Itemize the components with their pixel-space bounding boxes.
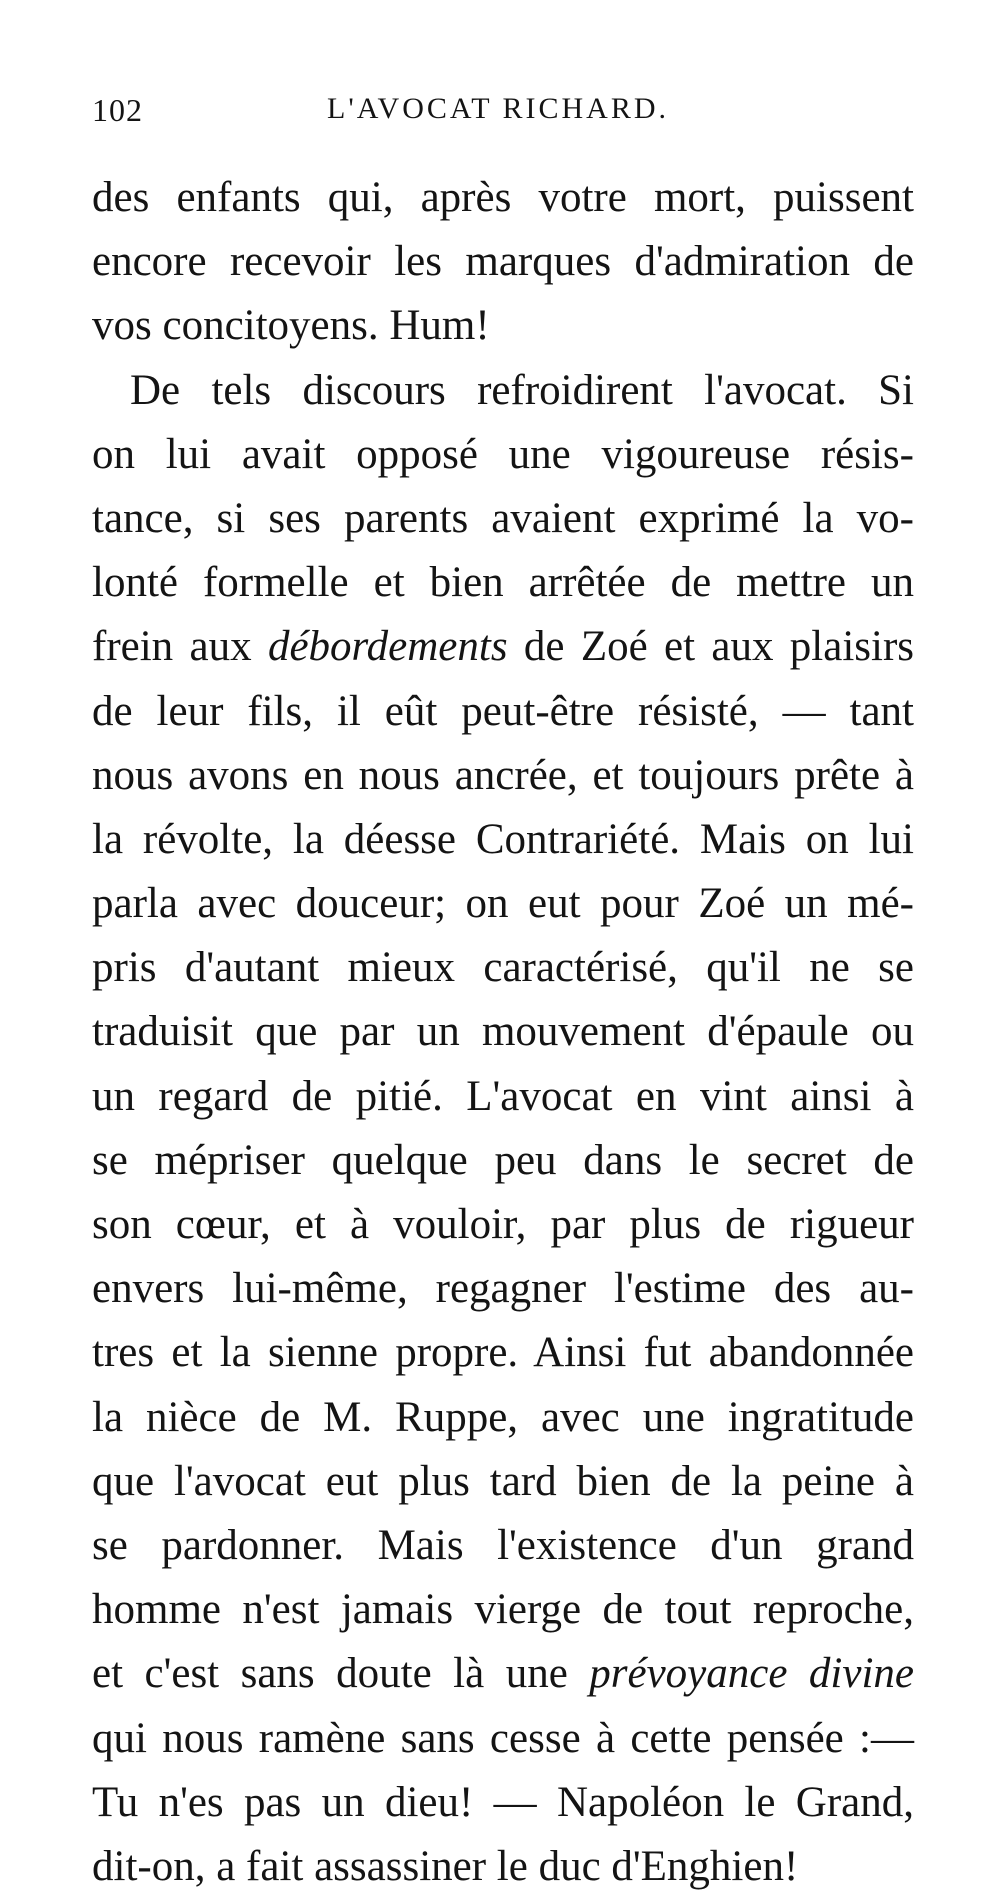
text-line: son cœur, et à vouloir, par plus de rigueur xyxy=(92,1201,914,1248)
text-line: de leur fils, il eût peut-être résisté, — tant xyxy=(92,687,914,735)
text-segment: frein aux xyxy=(92,623,252,671)
text-line: dit-on, a fait assassiner le duc d'Enghien! xyxy=(92,1842,799,1890)
text-line: parla avec douceur; on eut pour Zoé un mé- xyxy=(92,880,914,928)
text-segment: de Zoé et aux plaisirs xyxy=(523,623,915,671)
text-line: lonté formelle et bien arrêtée de mettre un xyxy=(92,559,914,607)
text-line: un regard de pitié. L'avocat en vint ainsi à xyxy=(92,1072,914,1120)
text-line: se pardonner. Mais l'existence d'un grand xyxy=(92,1521,914,1569)
text-line: se mépriser quelque peu dans le secret de xyxy=(92,1136,914,1184)
text-segment: et c'est sans doute là une xyxy=(92,1650,568,1698)
text-line xyxy=(92,1642,914,1706)
italic-phrase: prévoyance divine xyxy=(589,1650,914,1698)
page-header xyxy=(92,92,692,132)
text-line: la révolte, la déesse Contrariété. Mais on lui xyxy=(92,815,914,863)
text-line: Tu n'es pas un dieu! — Napoléon le Grand, xyxy=(92,1778,914,1826)
running-title: L'AVOCAT RICHARD. xyxy=(327,92,670,125)
text-line: traduisit que par un mouvement d'épaule ou xyxy=(92,1008,914,1056)
text-line: tance, si ses parents avaient exprimé la vo- xyxy=(92,494,914,542)
text-line: De tels discours refroidirent l'avocat. Si xyxy=(130,366,914,414)
text-line: nous avons en nous ancrée, et toujours prête à xyxy=(92,751,914,799)
italic-word: débordements xyxy=(267,623,508,671)
text-line: encore recevoir les marques d'admiration de xyxy=(92,238,914,286)
text-line: on lui avait opposé une vigoureuse résis- xyxy=(92,430,914,478)
body-text xyxy=(92,166,914,1899)
text-line: la nièce de M. Ruppe, avec une ingratitude xyxy=(92,1393,914,1441)
text-line: pris d'autant mieux caractérisé, qu'il ne se xyxy=(92,944,914,992)
text-line xyxy=(92,615,914,679)
text-line: tres et la sienne propre. Ainsi fut abandonnée xyxy=(92,1329,914,1377)
text-line: homme n'est jamais vierge de tout reproche, xyxy=(92,1586,914,1634)
text-line: que l'avocat eut plus tard bien de la peine à xyxy=(92,1457,914,1505)
text-line: vos concitoyens. Hum! xyxy=(92,302,490,350)
text-line: qui nous ramène sans cesse à cette pensée :— xyxy=(92,1714,914,1762)
page-number: 102 xyxy=(92,92,143,128)
text-line: des enfants qui, après votre mort, puissent xyxy=(92,174,914,221)
text-line: envers lui-même, regagner l'estime des au- xyxy=(92,1265,914,1313)
